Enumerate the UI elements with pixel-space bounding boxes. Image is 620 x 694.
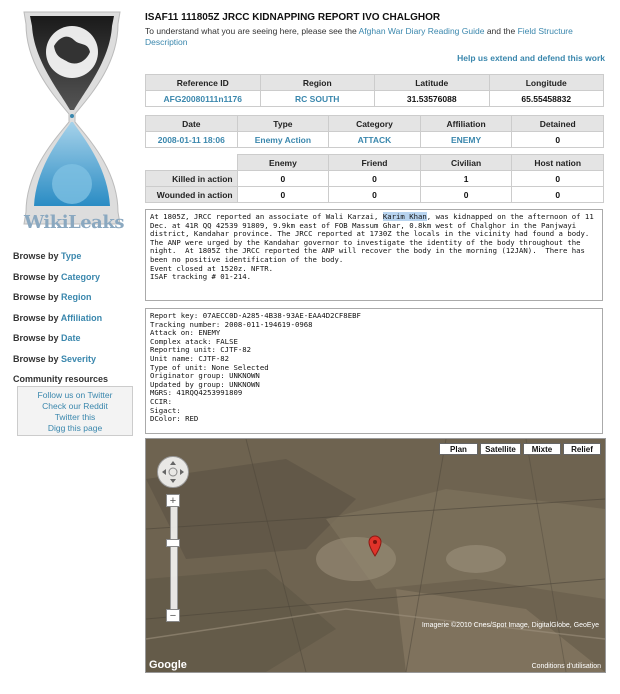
map-type-plan[interactable]: Plan: [439, 443, 478, 455]
header-region: Region: [260, 75, 375, 91]
table-row: [146, 171, 604, 187]
summary-box: [145, 209, 603, 301]
map-type-mixte[interactable]: Mixte: [523, 443, 561, 455]
map-attribution: Imagerie ©2010 Cnes/Spot Image, DigitalGlobe, GeoEye: [421, 622, 599, 629]
browse-by-region: [13, 290, 138, 311]
field-structure-link[interactable]: Field Structure Description: [145, 26, 573, 47]
detail-line: DColor: RED: [150, 414, 199, 424]
browse-prefix: Browse by: [13, 292, 59, 302]
header-longitude: Longitude: [489, 75, 604, 91]
browse-prefix: Browse by: [13, 251, 59, 261]
killed-civilian: 1: [420, 171, 512, 187]
page-title: ISAF11 111805Z JRCC KIDNAPPING REPORT IVO CHALGHOR: [145, 12, 441, 23]
browse-prefix: Browse by: [13, 353, 59, 364]
details-box: [145, 308, 603, 434]
header-date: Date: [146, 116, 238, 132]
pan-control[interactable]: [157, 456, 189, 488]
zoom-out-button[interactable]: −: [166, 609, 180, 622]
twitter-this-link[interactable]: Twitter this: [54, 412, 96, 422]
latitude-value: 31.53576088: [375, 91, 490, 107]
killed-host-nation: 0: [512, 171, 604, 187]
row-label-killed: Killed in action: [146, 171, 238, 187]
browse-nav: [13, 249, 138, 393]
pan-arrows-icon: [158, 457, 188, 487]
longitude-value: 65.55458832: [489, 91, 604, 107]
affiliation-value[interactable]: ENEMY: [420, 132, 512, 148]
zoom-slider-handle[interactable]: [166, 539, 180, 547]
header-host-nation: Host nation: [512, 155, 604, 171]
detail-line: Report key: 07AECC0D-A285-4B38-93AE-EAA4D2CF8EBF: [150, 311, 361, 320]
satellite-map[interactable]: [145, 438, 606, 673]
wounded-enemy: 0: [237, 187, 329, 203]
detail-line: Unit name: CJTF-82: [150, 353, 230, 363]
row-label-wounded: Wounded in action: [146, 187, 238, 203]
header-enemy: Enemy: [237, 155, 329, 171]
detail-line: Tracking number: 2008-011-194619-0968: [150, 319, 313, 329]
reference-id-value[interactable]: AFG20080111n1176: [146, 91, 261, 107]
table-row: [146, 187, 604, 203]
browse-prefix: Browse by: [13, 312, 59, 323]
intro-text: [145, 26, 600, 48]
header-type: Type: [237, 116, 329, 132]
reading-guide-link[interactable]: Afghan War Diary Reading Guide: [358, 26, 485, 36]
detail-line: CCIR:: [150, 396, 172, 406]
browse-severity-link[interactable]: Severity: [61, 353, 97, 364]
map-type-satellite[interactable]: Satellite: [480, 443, 521, 455]
date-value[interactable]: 2008-01-11 18:06: [146, 132, 238, 148]
map-type-relief[interactable]: Relief: [563, 443, 601, 455]
reddit-link[interactable]: Check our Reddit: [42, 401, 108, 411]
summary-text-start: At 1805Z, JRCC reported an associate of Wali Karzai,: [150, 212, 383, 221]
detail-line: Updated by group: UNKNOWN: [150, 379, 260, 389]
highlighted-name: Karim Khan: [382, 212, 427, 221]
region-value[interactable]: RC SOUTH: [260, 91, 375, 107]
summary-text-rest: , was kidnapped on the afternoon of 11 Dec. at 41R QQ 42539 91809, 9.9km east of FOB Massum Ghar, 0.8km west of Chalghor in the Panjwayi district, Kandahar province. The JRCC reported at 1730Z the locals in the vicinity had found a body. The ANP were urged by the Kandahar governor to investigate the identity of the body throughout the night. At 1805Z the JRCC reported the ANP will recover the body in the morning (12JAN). There has been no positive identification of the body. Event closed at 1520z. NFTR. ISAF tracking # 01-214.: [150, 212, 594, 282]
browse-prefix: Browse by: [13, 333, 59, 343]
sidebar: [0, 0, 140, 694]
detail-line: Sigact:: [150, 405, 181, 415]
browse-by-severity: [13, 352, 138, 373]
header-affiliation: Affiliation: [420, 116, 512, 132]
detail-line: MGRS: 41RQQ4253991809: [150, 388, 243, 398]
zoom-slider-track[interactable]: [170, 499, 178, 619]
detail-line: Reporting unit: CJTF-82: [150, 345, 252, 355]
wounded-friend: 0: [329, 187, 421, 203]
header-friend: Friend: [329, 155, 421, 171]
digg-link[interactable]: Digg this page: [47, 423, 103, 433]
intro-prefix: To understand what you are seeing here, please see the: [145, 26, 357, 36]
location-table: [145, 74, 604, 107]
header-category: Category: [329, 116, 421, 132]
type-value[interactable]: Enemy Action: [237, 132, 329, 148]
intro-and: and the: [486, 26, 516, 36]
browse-prefix: Browse by: [13, 271, 59, 282]
corner-cell: [146, 155, 238, 171]
detail-line: Complex atack: FALSE: [150, 336, 238, 346]
browse-by-date: [13, 331, 138, 352]
header-civilian: Civilian: [420, 155, 512, 171]
casualties-table: [145, 154, 604, 203]
browse-category-link[interactable]: Category: [61, 271, 101, 282]
community-resources-heading: Community resources: [13, 374, 109, 384]
wikileaks-hourglass-logo[interactable]: [22, 6, 122, 242]
event-table: [145, 115, 604, 148]
detail-line: Originator group: UNKNOWN: [150, 371, 260, 381]
detail-line: Type of unit: None Selected: [150, 362, 269, 372]
killed-enemy: 0: [237, 171, 329, 187]
browse-type-link[interactable]: Type: [61, 251, 82, 261]
google-logo[interactable]: Google: [149, 659, 187, 671]
terms-of-use-link[interactable]: Conditions d'utilisation: [531, 663, 601, 670]
detained-value: 0: [512, 132, 604, 148]
category-value[interactable]: ATTACK: [329, 132, 421, 148]
header-detained: Detained: [512, 116, 604, 132]
zoom-in-button[interactable]: +: [166, 494, 180, 507]
header-reference-id: Reference ID: [146, 75, 261, 91]
browse-affiliation-link[interactable]: Affiliation: [60, 312, 103, 323]
browse-by-type: [13, 249, 138, 270]
header-latitude: Latitude: [375, 75, 490, 91]
follow-twitter-link[interactable]: Follow us on Twitter: [37, 390, 113, 400]
wounded-civilian: 0: [420, 187, 512, 203]
browse-region-link[interactable]: Region: [61, 292, 92, 302]
detail-line: Attack on: ENEMY: [150, 328, 221, 338]
killed-friend: 0: [329, 171, 421, 187]
browse-date-link[interactable]: Date: [61, 333, 81, 343]
browse-by-affiliation: [13, 311, 138, 332]
logo-text: WikiLeaks: [24, 212, 124, 233]
social-links-box: [17, 386, 133, 436]
browse-by-category: [13, 270, 138, 291]
location-marker-icon[interactable]: [368, 535, 382, 557]
help-extend-link[interactable]: Help us extend and defend this work: [457, 53, 605, 63]
wounded-host-nation: 0: [512, 187, 604, 203]
